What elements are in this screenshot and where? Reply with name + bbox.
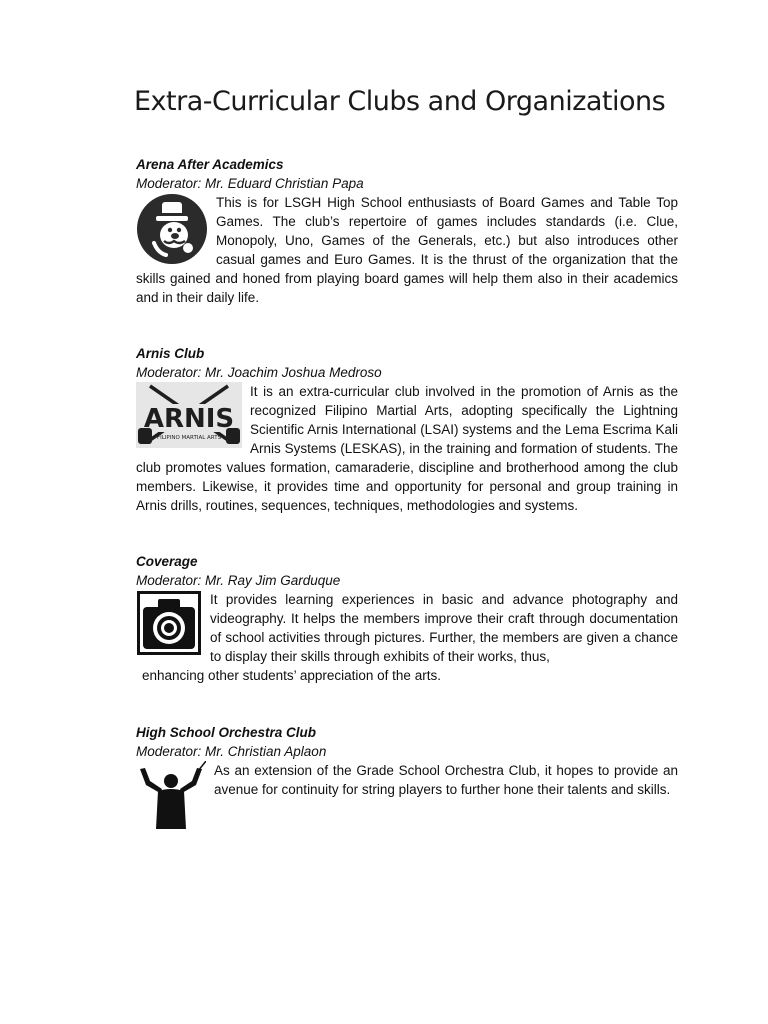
- page-title: Extra-Curricular Clubs and Organizations: [134, 86, 666, 117]
- arnis-logo-text: ARNIS: [143, 404, 235, 434]
- club-moderator: Moderator: Mr. Christian Aplaon: [136, 744, 327, 759]
- club-section-coverage: [136, 552, 678, 685]
- club-moderator: Moderator: Mr. Joachim Joshua Medroso: [136, 365, 382, 380]
- club-name: Arena After Academics: [136, 157, 284, 172]
- club-description-tail: enhancing other students’ appreciation of the arts.: [142, 668, 441, 683]
- camera-icon: [136, 590, 202, 666]
- club-name: Coverage: [136, 554, 198, 569]
- club-moderator: Moderator: Mr. Ray Jim Garduque: [136, 573, 341, 588]
- club-name: Arnis Club: [136, 346, 205, 361]
- club-description: As an extension of the Grade School Orchestra Club, it hopes to provide an avenue for continuity for string players to further hone their talents and skills.: [214, 763, 678, 797]
- club-moderator: Moderator: Mr. Eduard Christian Papa: [136, 176, 364, 191]
- club-description: It is an extra-curricular club involved in the promotion of Arnis as the recognized Filipino Martial Arts, adopting specifically the Lightning Scientific Arnis International (LSAI) systems and the Lema Escrima Kali Arnis Systems (LESKAS), in the training and formation of students. The club promotes values formation, camaraderie, discipline and brotherhood among the club members. Likewise, it provides time and opportunity for personal and group training in Arnis drills, routines, sequences, techniques, methodologies and systems.: [136, 384, 678, 513]
- board-game-icon: [136, 193, 208, 269]
- club-section-orchestra: [136, 723, 678, 837]
- arnis-logo-icon: [136, 382, 242, 458]
- club-description: It provides learning experiences in basic and advance photography and videography. It helps the members improve their craft through documentation of school activities through pictures. Further, the members are given a chance to display their skills through exhibits of their works, thus,: [210, 592, 678, 664]
- club-description: This is for LSGH High School enthusiasts of Board Games and Table Top Games. The club’s repertoire of games includes standards (i.e. Clue, Monopoly, Uno, Games of the Generals, etc.) but also introduces other casual games and Euro Games. It is the thrust of the organization that the skills gained and honed from playing board games will help them also in their academics and in their daily life.: [136, 195, 678, 305]
- club-section-arnis: [136, 344, 678, 515]
- club-name: High School Orchestra Club: [136, 725, 317, 740]
- conductor-icon: [136, 761, 206, 837]
- club-section-arena: [136, 155, 678, 307]
- arnis-logo-subtext: FILIPINO MARTIAL ARTS: [156, 435, 222, 441]
